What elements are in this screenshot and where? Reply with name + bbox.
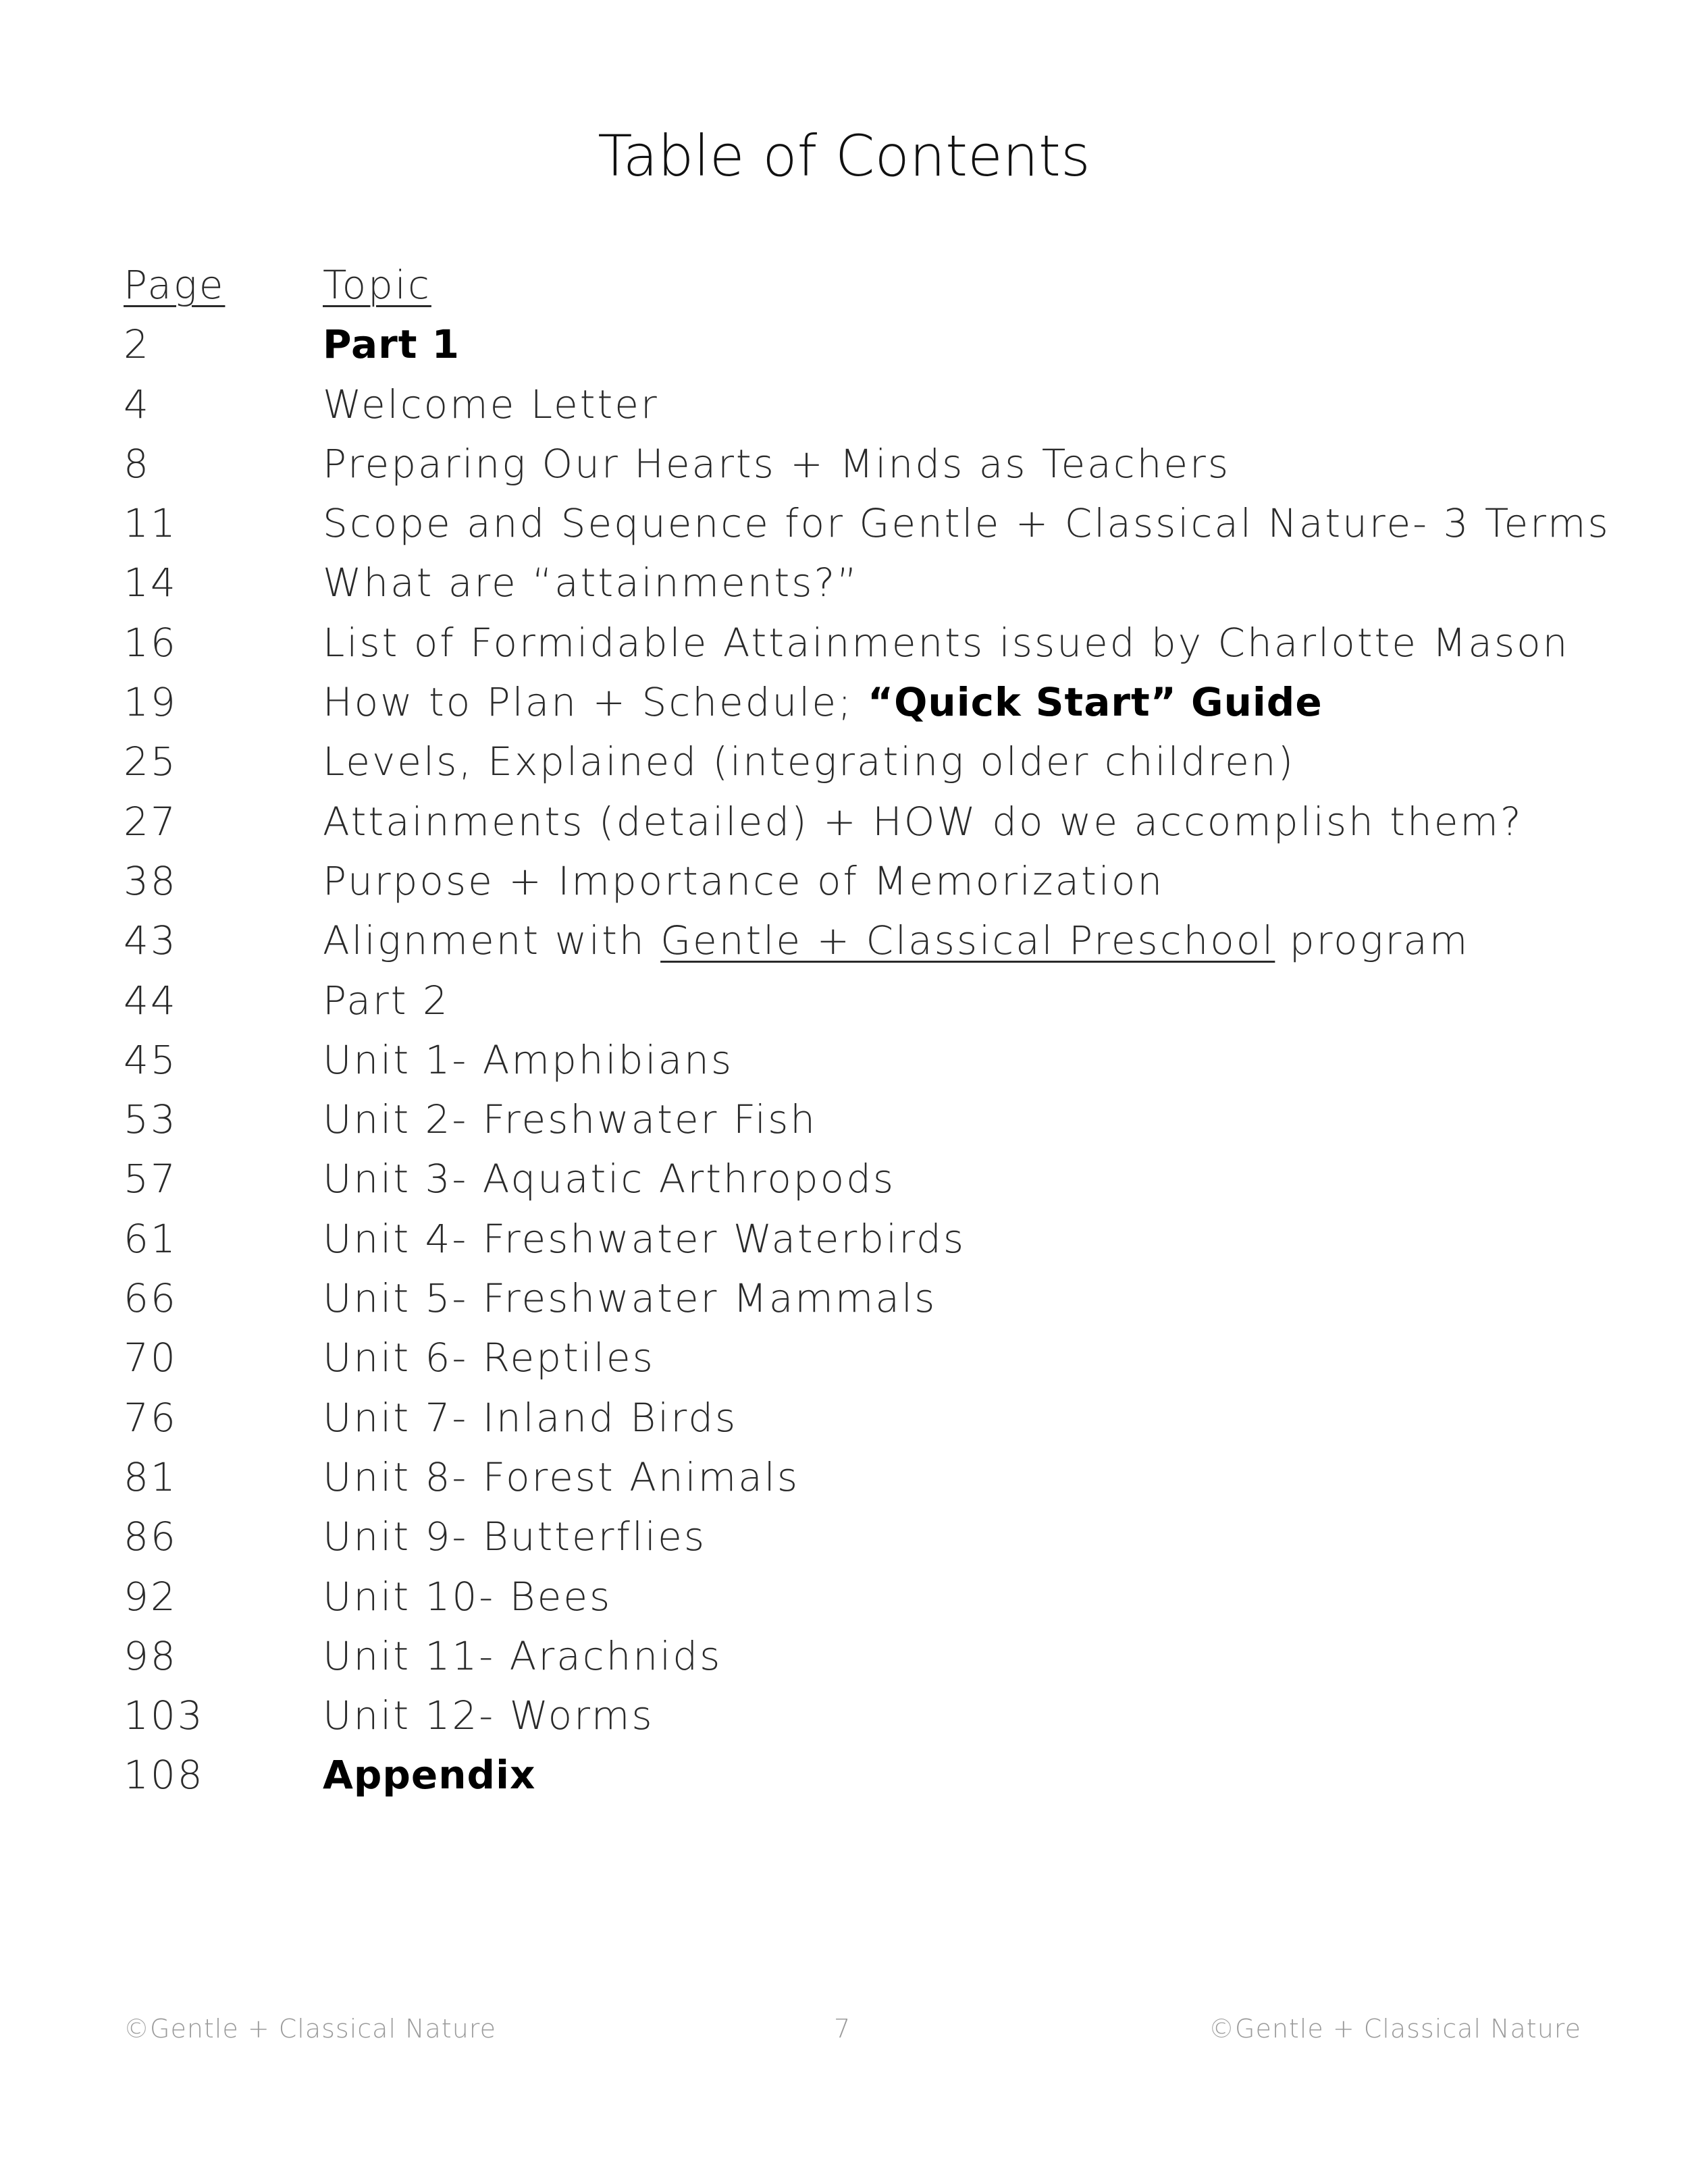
- entry-page-number: 25: [124, 739, 178, 785]
- toc-row: [124, 1686, 1609, 1745]
- entry-topic: Unit 4- Freshwater Waterbirds: [323, 1215, 966, 1262]
- toc-row: [124, 1447, 1609, 1507]
- entry-topic: Scope and Sequence for Gentle + Classical Nature- 3 Terms: [323, 500, 1610, 547]
- footer-copyright-left: ©Gentle + Classical Nature: [124, 2014, 496, 2044]
- entry-topic: Welcome Letter: [323, 381, 659, 427]
- entry-topic-emphasis: “Quick Start” Guide: [868, 679, 1323, 726]
- page-column-header: Page: [124, 262, 226, 308]
- toc-row: [124, 1149, 1609, 1208]
- toc-row: [124, 1269, 1609, 1328]
- toc-row: [124, 1626, 1609, 1686]
- entry-topic-text: Alignment with: [323, 917, 661, 964]
- entry-topic-text: program: [1275, 917, 1470, 964]
- toc-row: [124, 1567, 1609, 1626]
- entry-topic: Unit 8- Forest Animals: [323, 1454, 800, 1500]
- entry-topic: Unit 9- Butterflies: [323, 1514, 707, 1560]
- entry-topic: Purpose + Importance of Memorization: [323, 857, 1165, 904]
- entry-topic: Attainments (detailed) + HOW do we accomplish them?: [323, 798, 1523, 845]
- entry-topic: Unit 10- Bees: [323, 1573, 612, 1620]
- toc-row: [124, 315, 1609, 374]
- toc-row: [124, 1745, 1609, 1805]
- entry-topic: Appendix: [323, 1752, 536, 1799]
- entry-topic: Levels, Explained (integrating older children): [323, 739, 1296, 785]
- entry-page-number: 86: [124, 1514, 178, 1560]
- entry-page-number: 103: [124, 1693, 205, 1739]
- entry-topic: List of Formidable Attainments issued by Charlotte Mason: [323, 619, 1570, 666]
- page-title: Table of Contents: [598, 123, 1090, 189]
- entry-topic: [323, 672, 1609, 732]
- toc-row: [124, 1030, 1609, 1090]
- entry-page-number: 45: [124, 1036, 178, 1083]
- entry-topic: [323, 911, 1609, 970]
- footer-copyright-right: ©Gentle + Classical Nature: [1209, 2014, 1581, 2044]
- entry-page-number: 8: [124, 440, 151, 487]
- entry-topic: Unit 11- Arachnids: [323, 1632, 722, 1679]
- entry-page-number: 57: [124, 1156, 178, 1202]
- entry-topic: Unit 2- Freshwater Fish: [323, 1096, 818, 1143]
- toc-row: [124, 1507, 1609, 1566]
- toc-row: [124, 375, 1609, 434]
- entry-topic: Part 2: [323, 977, 450, 1023]
- toc-header-row: [124, 255, 1609, 315]
- entry-topic: Unit 7- Inland Birds: [323, 1394, 738, 1441]
- entry-page-number: 76: [124, 1394, 178, 1441]
- footer-page-number: 7: [834, 2014, 851, 2044]
- preschool-program-link[interactable]: Gentle + Classical Preschool: [660, 917, 1275, 964]
- entry-page-number: 81: [124, 1454, 178, 1500]
- topic-column-header: Topic: [323, 262, 431, 308]
- toc-row: [124, 672, 1609, 732]
- toc-row: [124, 1328, 1609, 1387]
- entry-page-number: 66: [124, 1275, 178, 1322]
- entry-page-number: 38: [124, 857, 178, 904]
- entry-page-number: 2: [124, 321, 151, 368]
- entry-topic: Unit 3- Aquatic Arthropods: [323, 1156, 896, 1202]
- toc-row: [124, 851, 1609, 911]
- entry-page-number: 92: [124, 1573, 178, 1620]
- entry-topic: Unit 5- Freshwater Mammals: [323, 1275, 937, 1322]
- entry-page-number: 61: [124, 1215, 178, 1262]
- toc-row: [124, 1209, 1609, 1269]
- entry-topic-text: How to Plan + Schedule;: [323, 679, 868, 726]
- entry-page-number: 11: [124, 500, 178, 547]
- entry-page-number: 98: [124, 1632, 178, 1679]
- toc-row: [124, 613, 1609, 672]
- entry-topic: Unit 12- Worms: [323, 1693, 654, 1739]
- entry-topic: What are “attainments?”: [323, 560, 860, 606]
- toc-row: [124, 1090, 1609, 1149]
- entry-page-number: 4: [124, 381, 151, 427]
- toc-row: [124, 971, 1609, 1030]
- entry-page-number: 16: [124, 619, 178, 666]
- toc-row: [124, 434, 1609, 494]
- toc-row: [124, 1388, 1609, 1447]
- toc-row: [124, 911, 1609, 970]
- entry-page-number: 14: [124, 560, 178, 606]
- toc-row: [124, 792, 1609, 851]
- entry-page-number: 70: [124, 1335, 178, 1381]
- entry-page-number: 108: [124, 1752, 205, 1799]
- entry-page-number: 44: [124, 977, 178, 1023]
- toc-row: [124, 494, 1609, 553]
- entry-page-number: 53: [124, 1096, 178, 1143]
- entry-topic: Part 1: [323, 321, 460, 368]
- entry-page-number: 43: [124, 917, 178, 964]
- entry-page-number: 27: [124, 798, 178, 845]
- toc-row: [124, 553, 1609, 612]
- entry-topic: Unit 1- Amphibians: [323, 1036, 734, 1083]
- entry-page-number: 19: [124, 679, 178, 726]
- table-of-contents: [124, 255, 1609, 1805]
- entry-topic: Unit 6- Reptiles: [323, 1335, 655, 1381]
- toc-row: [124, 732, 1609, 791]
- entry-topic: Preparing Our Hearts + Minds as Teachers: [323, 440, 1231, 487]
